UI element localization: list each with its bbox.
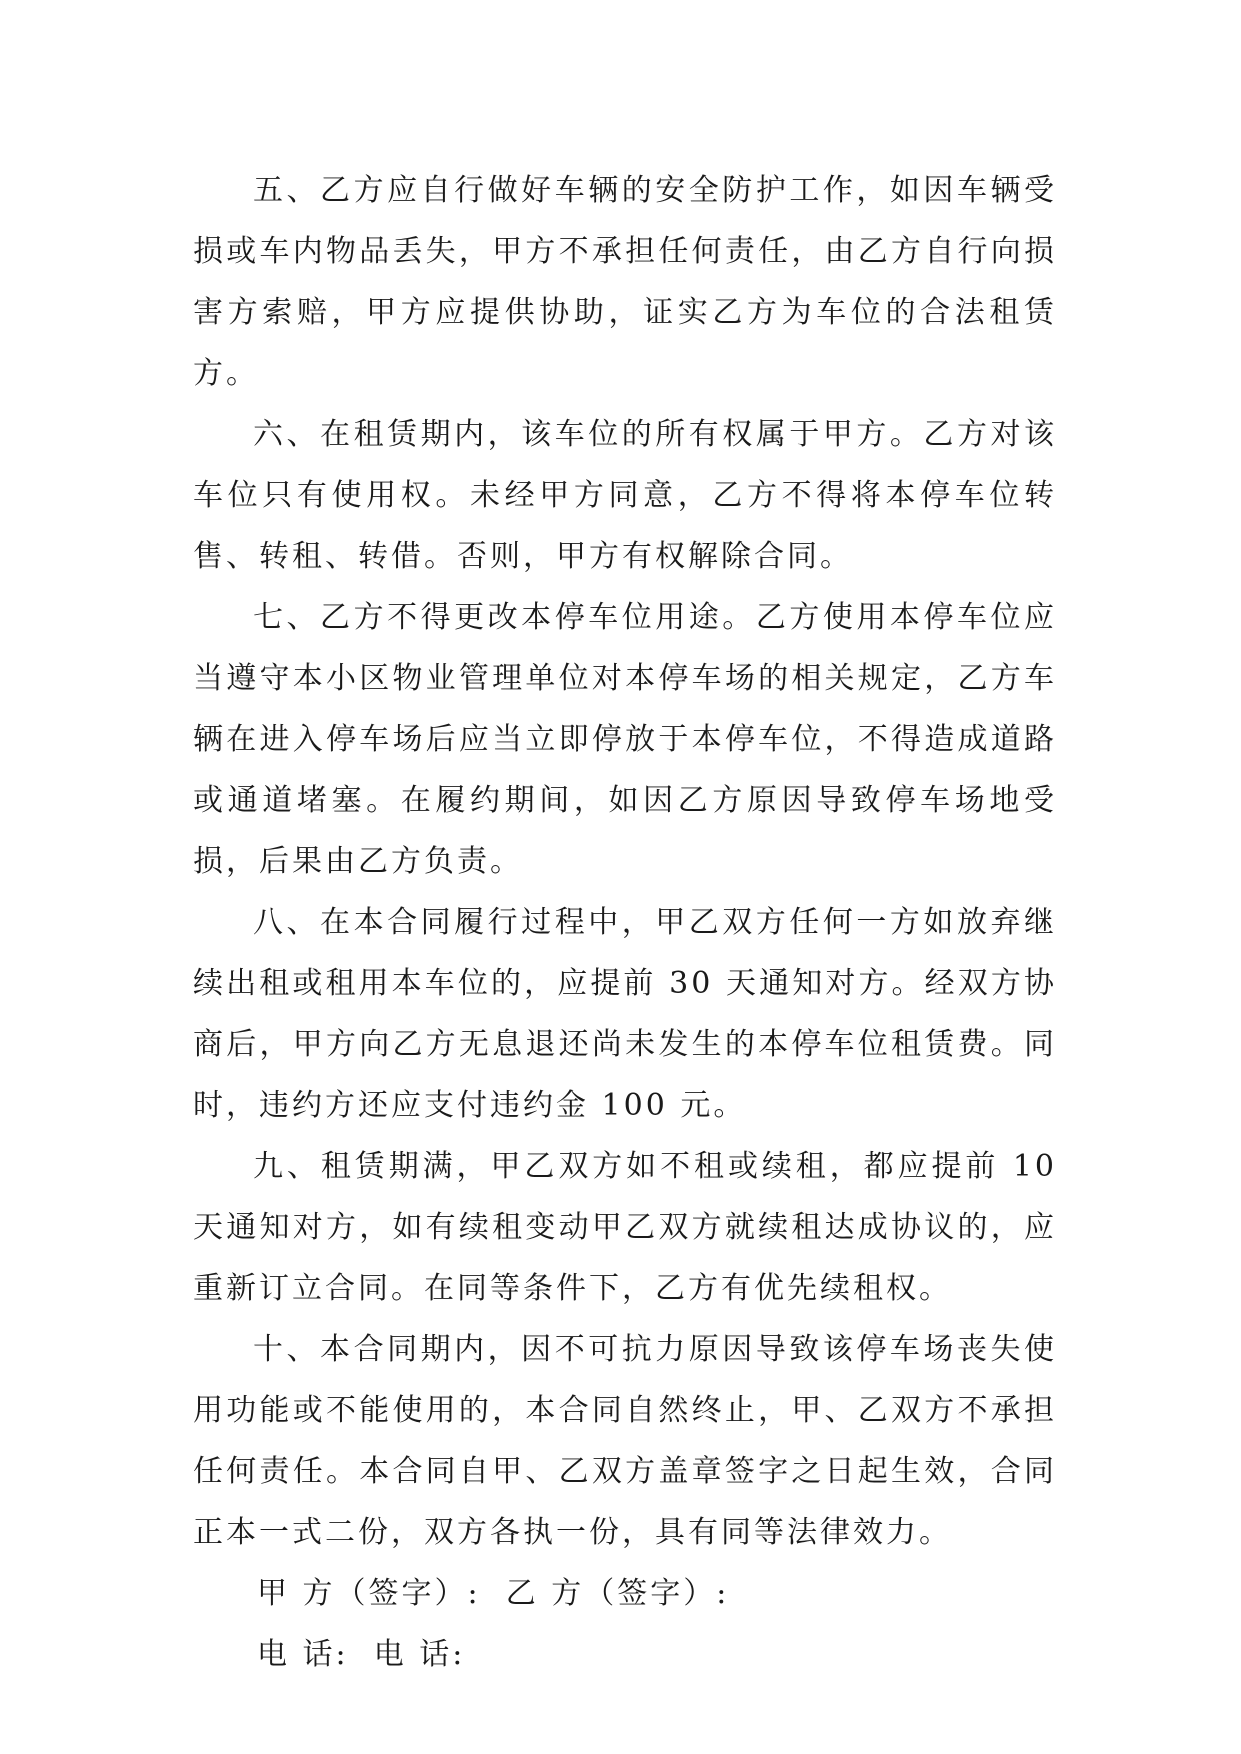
document-body — [193, 160, 1057, 1685]
clause-10: 十、本合同期内，因不可抗力原因导致该停车场丧失使用功能或不能使用的，本合同自然终止，甲、乙双方不承担任何责任。本合同自甲、乙双方盖章签字之日起生效，合同正本一式二份，双方各执一份，具有同等法律效力。 — [193, 1332, 1057, 1550]
signature-line: 甲 方（签字）: 乙 方（签字）: — [257, 1576, 730, 1611]
clause-8: 八、在本合同履行过程中，甲乙双方任何一方如放弃继续出租或租用本车位的，应提前 30 天通知对方。经双方协商后，甲方向乙方无息退还尚未发生的本停车位租赁费。同时，违约方还应支付违约金 100 元。 — [193, 905, 1057, 1123]
clause-7: 七、乙方不得更改本停车位用途。乙方使用本停车位应当遵守本小区物业管理单位对本停车场的相关规定，乙方车辆在进入停车场后应当立即停放于本停车位，不得造成道路或通道堵塞。在履约期间，如因乙方原因导致停车场地受损，后果由乙方负责。 — [193, 600, 1057, 879]
clause-9: 九、租赁期满，甲乙双方如不租或续租，都应提前 10 天通知对方，如有续租变动甲乙双方就续租达成协议的，应重新订立合同。在同等条件下，乙方有优先续租权。 — [193, 1149, 1057, 1306]
phone-line: 电 话: 电 话: — [257, 1637, 466, 1672]
clause-5: 五、乙方应自行做好车辆的安全防护工作，如因车辆受损或车内物品丢失，甲方不承担任何责任，由乙方自行向损害方索赔，甲方应提供协助，证实乙方为车位的合法租赁方。 — [193, 173, 1057, 391]
clause-6: 六、在租赁期内，该车位的所有权属于甲方。乙方对该车位只有使用权。未经甲方同意，乙方不得将本停车位转售、转租、转借。否则，甲方有权解除合同。 — [193, 417, 1057, 574]
